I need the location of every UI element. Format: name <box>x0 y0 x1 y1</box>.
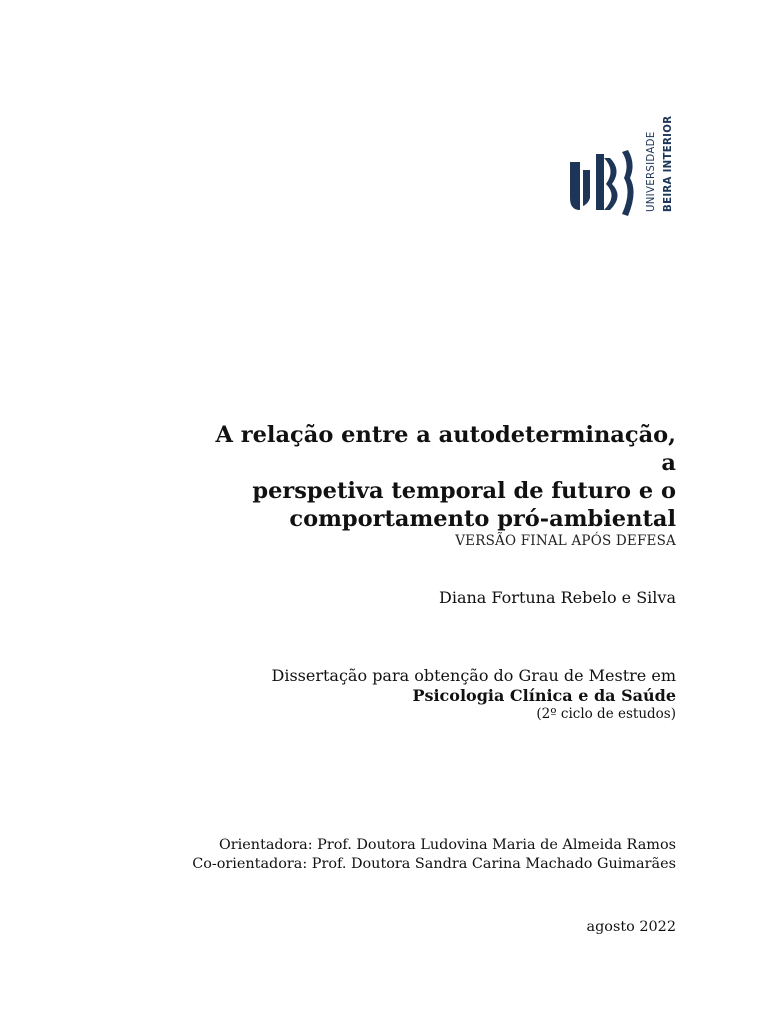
university-name <box>646 115 682 214</box>
supervisor-co: Co-orientadora: Prof. Doutora Sandra Carina Machado Guimarães <box>192 856 676 872</box>
degree-cycle: (2º ciclo de estudos) <box>536 706 676 722</box>
date: agosto 2022 <box>586 919 676 935</box>
title-line3: comportamento pró-ambiental <box>289 506 676 532</box>
title-line2: perspetiva temporal de futuro e o <box>252 478 676 504</box>
degree-field: Psicologia Clínica e da Saúde <box>412 686 676 705</box>
version-label: VERSÃO FINAL APÓS DEFESA <box>455 533 676 549</box>
supervisors <box>192 836 676 874</box>
author-name: Diana Fortuna Rebelo e Silva <box>439 588 676 607</box>
university-name-line1: UNIVERSIDADE <box>646 131 657 212</box>
dissertation-title <box>206 421 676 533</box>
degree-info <box>272 666 676 723</box>
degree-line: Dissertação para obtenção do Grau de Mestre em <box>271 666 676 685</box>
university-name-line2: BEIRA INTERIOR <box>663 115 674 212</box>
title-line1: A relação entre a autodeterminação, a <box>215 422 676 476</box>
supervisor-main: Orientadora: Prof. Doutora Ludovina Maria de Almeida Ramos <box>219 837 676 853</box>
